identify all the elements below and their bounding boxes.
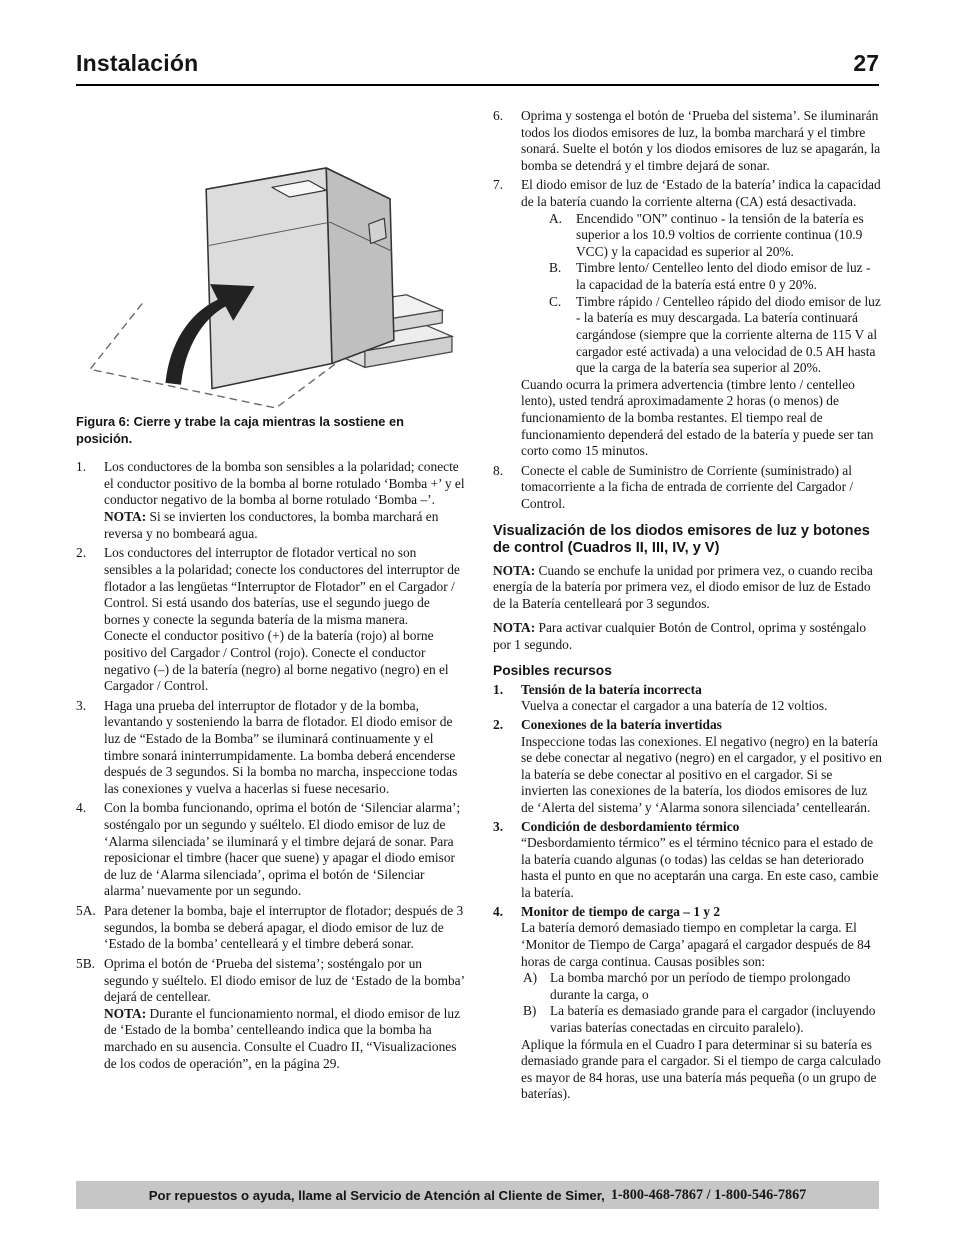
list-item-body <box>104 698 466 798</box>
nota-text: Para activar cualquier Botón de Control, oprima y sosténgalo por 1 segundo. <box>493 620 867 653</box>
sub-item-b <box>523 1003 883 1036</box>
recurso-text: “Desbordamiento térmico” es el término técnico para el estado de la batería cuando algunas (o todas) las celdas se han deteriorado hasta el punto en que no aceptarán una carga. En este caso, cambie la batería. <box>521 835 879 901</box>
list-item-number: 8. <box>493 462 504 478</box>
list-item-number: 3. <box>76 697 87 713</box>
recurso-title: Conexiones de la batería invertidas <box>521 716 722 732</box>
recurso-item-1 <box>493 682 883 715</box>
list-item-number: 5A. <box>76 903 96 919</box>
nota-text: Durante el funcionamiento normal, el diodo emisor de luz de ‘Estado de la bomba’ centelleando indica que la bomba ha marchado en su ausencia. Consulte el Cuadro II, “Visualizaciones de los codos de operación”, en la página 29. <box>104 1005 461 1071</box>
sub-item-a <box>523 970 883 1003</box>
list-item-paragraph-2: Conecte el conductor positivo (+) de la batería (rojo) al borne positivo del Cargador / Control (rojo). Conecte el conductor negativo (–) de la batería (negro) al borne negativo (negro) en el Cargador / Control. <box>104 628 449 694</box>
recurso-number: 4. <box>493 903 504 919</box>
sub-item-a <box>549 211 883 261</box>
sub-item-letter: A. <box>549 210 563 226</box>
nota-text: Cuando se enchufe la unidad por primera vez, o cuando reciba energía de la batería por primera vez, el diodo emisor de luz de Estado de la Batería centelleará por 3 segundos. <box>493 562 873 611</box>
nota-label: NOTA: <box>104 509 147 525</box>
list-item-text: Con la bomba funcionando, oprima el botón de ‘Silenciar alarma’; sosténgalo por un segundo y suéltelo. El diodo emisor de luz de ‘Alarma silenciada’ se iluminará y el timbre dejará de sonar. Para reposicionar el timbre (hacer que suene) y apagar el diodo emisor de luz de ‘Alarma silenciada’, oprima el botón de ‘Silenciar alarma’ nuevamente por un segundo. <box>104 800 461 899</box>
recurso-body <box>521 819 883 902</box>
list-item-text: Oprima el botón de ‘Prueba del sistema’; sosténgalo por un segundo y suéltelo. El diodo emisor de luz de ‘Estado de la bomba’ dejará de centellear. <box>104 955 465 1005</box>
recurso-title: Condición de desbordamiento térmico <box>521 818 740 834</box>
sub-item-text: Timbre lento/ Centelleo lento del diodo emisor de luz - la capacidad de la batería está entre 0 y 20%. <box>576 260 871 293</box>
list-item-number: 4. <box>76 800 87 816</box>
list-item-paragraph-2: Cuando ocurra la primera advertencia (timbre lento / centelleo lento), usted tendrá aproximadamente 2 horas (o menos) de funcionamiento de la bomba restantes. El tiempo real de funcionamiento dependerá del estado de la batería y puede ser tan corto como 15 minutos. <box>521 376 874 459</box>
figure-6-illustration <box>76 108 466 408</box>
two-column-body <box>76 108 883 1105</box>
recurso-title: Monitor de tiempo de carga – 1 y 2 <box>521 903 721 919</box>
recurso-text: Inspeccione todas las conexiones. El negativo (negro) en la batería se debe conectar al negativo (negro) en el cargador, y el positivo en la batería se debe conectar al positivo en el cargador. Si se invierten las conexiones de la batería, los diodos emisores de luz de ‘Alerta del sistema’ y ‘Alarma sonora silenciada’ centellearán. <box>521 733 882 816</box>
nota-paragraph <box>104 509 466 542</box>
list-item-text: Para detener la bomba, baje el interruptor de flotador; después de 3 segundos, la bomba se deberá apagar, el diodo emisor de luz de ‘Estado de la bomba’ centelleará y el timbre deberá sonar. <box>104 903 464 952</box>
list-item-3 <box>76 698 466 798</box>
page-number: 27 <box>853 50 879 76</box>
footer-phone-numbers: 1-800-468-7867 / 1-800-546-7867 <box>610 1186 807 1203</box>
recurso-text: Vuelva a conectar el cargador a una batería de 12 voltios. <box>521 698 828 714</box>
sub-item-letter: A) <box>523 970 538 986</box>
list-item-body <box>104 800 466 900</box>
list-item-text: Conecte el cable de Suministro de Corriente (suministrado) al tomacorriente a la ficha de entrada de corriente del Cargador / Control. <box>521 462 854 512</box>
sub-item-text: La batería es demasiado grande para el cargador (incluyendo varias baterías conectadas en circuito paralelo). <box>550 1003 876 1035</box>
list-item-7 <box>493 177 883 459</box>
list-item-5a <box>76 903 466 953</box>
recurso-body <box>521 682 883 715</box>
list-item-2 <box>76 545 466 694</box>
list-item-body <box>104 545 466 694</box>
list-item-text: El diodo emisor de luz de ‘Estado de la batería’ indica la capacidad de la batería cuando la corriente alterna (CA) está desactivada. <box>521 177 881 210</box>
list-item-text: Los conductores de la bomba son sensibles a la polaridad; conecte el conductor positivo de la bomba al borne rotulado ‘Bomba +’ y el conductor negativo de la bomba al borne rotulado ‘Bomba –’. <box>104 459 465 508</box>
list-item-text: Los conductores del interruptor de flotador vertical no son sensibles a la polaridad; conecte los conductores del interruptor de flotador a las lengüetas “Interruptor de Flotador” en el Cargador / Control. Si está usando dos baterías, use el segundo juego de bornes y conecte la segunda batería de la misma manera. <box>104 545 460 627</box>
section-heading: Visualización de los diodos emisores de luz y botones de control (Cuadros II, III, IV, y V) <box>493 522 870 557</box>
list-item-number: 6. <box>493 108 504 123</box>
list-item-number: 5B. <box>76 955 95 971</box>
subsection-heading: Posibles recursos <box>493 662 612 678</box>
list-item-text: Haga una prueba del interruptor de flotador y de la bomba, levantando y sosteniendo la barra de flotador. El diodo emisor de luz de “Estado de la Bomba” se iluminará continuamente y el timbre sonará ininterrumpidamente. La bomba deberá encenderse después de 3 segundos. Si la bomba no marcha, inspeccione todas las conexiones y vuelva a hacerlas si fuese necesario. <box>104 697 458 796</box>
footer-text: Por repuestos o ayuda, llame al Servicio de Atención al Cliente de Simer, <box>148 1187 605 1203</box>
sub-item-letter: B) <box>523 1003 537 1019</box>
list-item-1 <box>76 459 466 542</box>
nota-label: NOTA: <box>104 1005 147 1021</box>
sub-item-letter: B. <box>549 260 562 276</box>
recurso-body <box>521 717 883 817</box>
footer-bar <box>76 1181 879 1209</box>
recurso-title: Tensión de la batería incorrecta <box>521 681 702 697</box>
list-item-number: 7. <box>493 177 504 193</box>
right-column <box>493 108 883 1105</box>
list-item-number: 1. <box>76 459 87 475</box>
sub-item-text: Timbre rápido / Centelleo rápido del diodo emisor de luz - la batería es muy descargada. La batería continuará cargándose (siempre que la corriente alterna de 115 V al cargador esté activada) a una velocidad de 0.5 AH hasta que la carga de la batería sea superior al 20%. <box>576 293 881 376</box>
left-column <box>76 108 466 1105</box>
sub-item-letter: C. <box>549 293 562 309</box>
recurso-number: 1. <box>493 681 504 697</box>
list-item-4 <box>76 800 466 900</box>
list-item-body <box>104 903 466 953</box>
recurso-number: 3. <box>493 818 504 834</box>
list-item-8 <box>493 463 883 513</box>
sub-item-c <box>549 294 883 377</box>
recurso-text: La batería demoró demasiado tiempo en completar la carga. El ‘Monitor de Tiempo de Carga’ apagará el cargador después de 84 horas de carga continua. Causas posibles son: <box>521 920 871 969</box>
nota-label: NOTA: <box>493 562 536 578</box>
list-item-body <box>521 177 883 459</box>
sub-item-text: La bomba marchó por un período de tiempo prolongado durante la carga, o <box>550 970 851 1002</box>
list-item-body <box>521 108 883 174</box>
nota-paragraph <box>493 563 883 613</box>
list-item-body <box>521 463 883 513</box>
list-item-text: Oprima y sostenga el botón de ‘Prueba del sistema’. Se iluminarán todos los diodos emisores de luz, la bomba marchará y el timbre sonará. Suelte el botón y los diodos emisores de luz se apagarán, la bomba se detendrá y el timbre dejará de sonar. <box>521 108 881 173</box>
figure-caption: Figura 6: Cierre y trabe la caja mientras la sostiene en posición. <box>76 414 404 446</box>
recurso-closing-paragraph: Aplique la fórmula en el Cuadro I para determinar si su batería es demasiado grande para el cargador. Si el tiempo de carga calculado es mayor de 84 horas, use una batería más pequeña (o un grupo de baterías). <box>521 1036 881 1102</box>
sub-item-text: Encendido "ON” continuo - la tensión de la batería es superior a los 10.9 voltios de corriente continua (10.9 VCC) y la capacidad es superior al 20%. <box>576 210 864 259</box>
list-item-number: 2. <box>76 545 87 561</box>
nota-paragraph <box>104 1006 466 1072</box>
sub-item-b <box>549 260 883 293</box>
nota-text: Si se invierten los conductores, la bomba marchará en reversa y no bombeará agua. <box>104 509 439 541</box>
figure-6 <box>76 108 466 447</box>
list-item-6 <box>493 108 883 174</box>
list-item-body <box>104 956 466 1072</box>
recurso-body <box>521 904 883 1103</box>
list-item-5b <box>76 956 466 1072</box>
recurso-item-4 <box>493 904 883 1103</box>
page-header <box>76 50 879 86</box>
list-item-body <box>104 459 466 542</box>
recurso-number: 2. <box>493 716 504 732</box>
nota-label: NOTA: <box>493 620 536 636</box>
recurso-item-2 <box>493 717 883 817</box>
nota-paragraph <box>493 620 883 653</box>
recurso-item-3 <box>493 819 883 902</box>
page-title: Instalación <box>76 50 199 76</box>
